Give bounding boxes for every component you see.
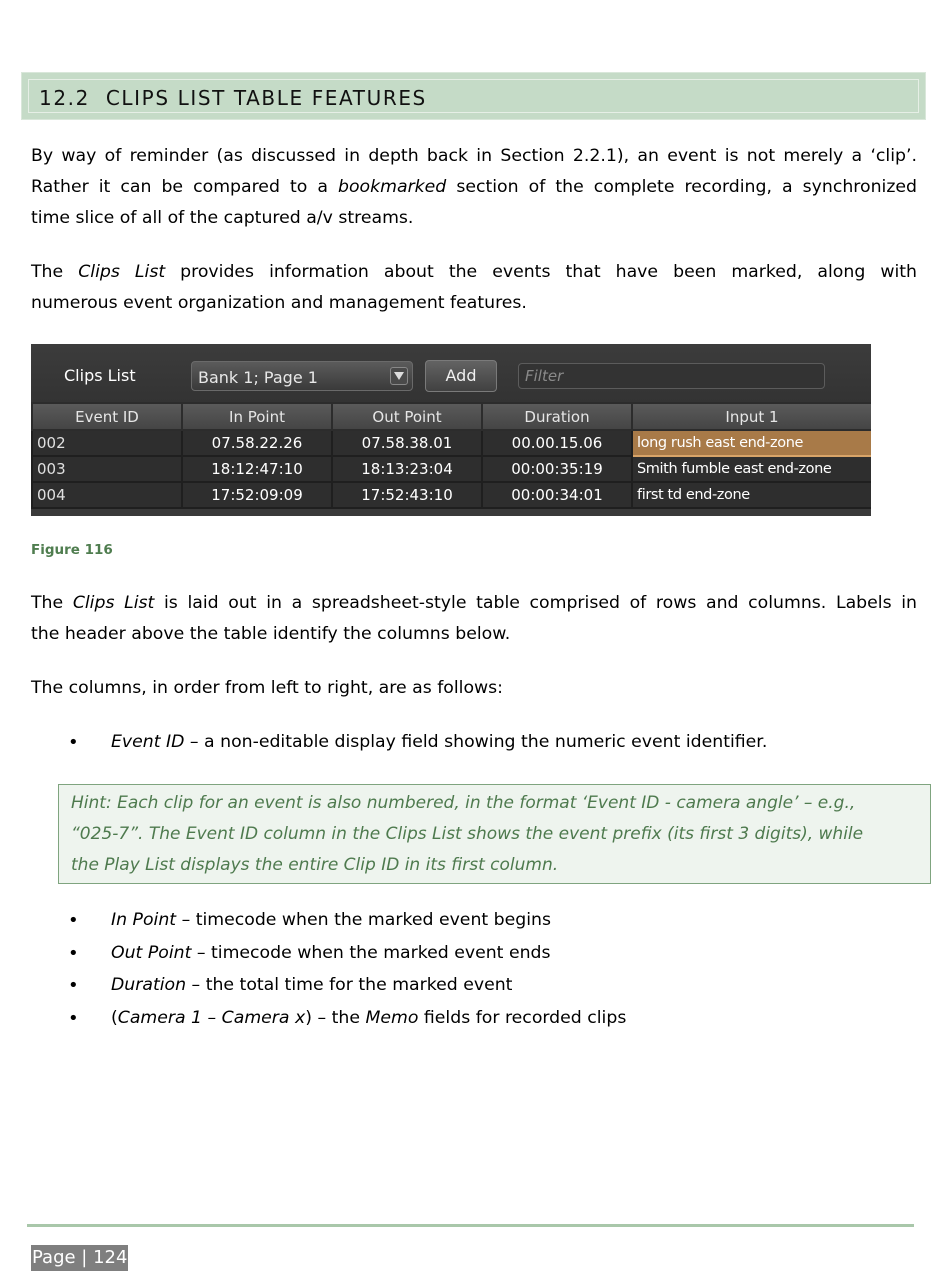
table-row[interactable] xyxy=(32,456,871,482)
figure-caption: Figure 116 xyxy=(31,542,113,558)
text-run: The xyxy=(31,262,79,282)
column-header-in-point[interactable]: In Point xyxy=(182,403,332,430)
bullet-icon: • xyxy=(68,910,79,931)
section-heading-band xyxy=(21,72,926,120)
table-row[interactable] xyxy=(32,482,871,508)
section-heading-inner xyxy=(28,79,919,113)
cell-event-id: 004 xyxy=(32,482,182,508)
paragraph-intro-line-3: time slice of all of the captured a/v streams. xyxy=(31,208,414,228)
text-run: Rather it can be compared to a xyxy=(31,177,339,197)
cell-out-point[interactable]: 17:52:43:10 xyxy=(332,482,482,508)
cell-memo[interactable]: first td end-zone xyxy=(632,482,871,508)
section-number: 12.2 xyxy=(39,86,90,110)
clips-list-toolbar xyxy=(31,344,871,402)
paragraph-clips-list-line-2: numerous event organization and management features. xyxy=(31,293,527,313)
cell-event-id: 003 xyxy=(32,456,182,482)
bank-page-value: Bank 1; Page 1 xyxy=(198,368,318,387)
column-header-event-id[interactable]: Event ID xyxy=(32,403,182,430)
page-number: Page | 124 xyxy=(31,1245,128,1271)
bullet-text xyxy=(111,943,551,963)
text-run: provides information about the events that have been marked, along with xyxy=(165,262,917,282)
text-run: section of the complete recording, a synchronized xyxy=(446,177,917,197)
bullet-icon: • xyxy=(68,975,79,996)
clips-table-header xyxy=(32,403,871,430)
bullet-icon: • xyxy=(68,1008,79,1029)
paragraph-layout-line-1 xyxy=(31,588,917,619)
bullet-desc: – the total time for the marked event xyxy=(186,975,513,995)
cell-in-point[interactable]: 07.58.22.26 xyxy=(182,430,332,456)
cell-event-id: 002 xyxy=(32,430,182,456)
chevron-down-icon xyxy=(390,367,408,385)
column-header-duration[interactable]: Duration xyxy=(482,403,632,430)
paragraph-layout-line-2: the header above the table identify the columns below. xyxy=(31,624,511,644)
bullet-term: In Point xyxy=(111,910,177,930)
hint-text xyxy=(71,788,921,881)
text-run: ( xyxy=(111,1008,118,1028)
emphasis-clips-list: Clips List xyxy=(72,593,155,613)
bullet-term: Out Point xyxy=(111,943,192,963)
text-run: is laid out in a spreadsheet-style table comprised of rows and columns. Labels in xyxy=(154,593,917,613)
cell-in-point[interactable]: 17:52:09:09 xyxy=(182,482,332,508)
paragraph-columns-intro-line: The columns, in order from left to right, are as follows: xyxy=(31,678,504,698)
cell-in-point[interactable]: 18:12:47:10 xyxy=(182,456,332,482)
paragraph-clips-list xyxy=(31,257,917,319)
bank-page-dropdown[interactable] xyxy=(191,361,413,391)
cell-duration[interactable]: 00:00:34:01 xyxy=(482,482,632,508)
bullet-desc: – a non-editable display field showing the numeric event identifier. xyxy=(184,732,768,752)
cell-out-point[interactable]: 07.58.38.01 xyxy=(332,430,482,456)
hint-line-1: Hint: Each clip for an event is also numbered, in the format ‘Event ID - camera angle’ – e.g., xyxy=(71,793,856,813)
emphasis-memo: Memo xyxy=(365,1008,419,1028)
cell-memo-selected[interactable]: long rush east end-zone xyxy=(632,430,871,456)
bullet-icon: • xyxy=(68,943,79,964)
section-title: CLIPS LIST TABLE FEATURES xyxy=(105,86,427,110)
text-run: ) – the xyxy=(305,1008,366,1028)
cell-duration[interactable]: 00.00.15.06 xyxy=(482,430,632,456)
hint-line-2: “025-7”. The Event ID column in the Clips List shows the event prefix (its first 3 digits), while xyxy=(71,824,864,844)
bullet-term: Camera 1 – Camera x xyxy=(117,1008,306,1028)
paragraph-intro xyxy=(31,141,917,234)
hint-line-3: the Play List displays the entire Clip ID in its first column. xyxy=(71,855,559,875)
section-heading xyxy=(39,86,427,110)
table-row[interactable] xyxy=(32,430,871,456)
clips-list-figure xyxy=(31,344,871,516)
column-header-input-1[interactable]: Input 1 xyxy=(632,403,871,430)
bullet-text xyxy=(111,910,551,930)
paragraph-clips-list-line-1 xyxy=(31,257,917,288)
emphasis-clips-list: Clips List xyxy=(78,262,166,282)
bullet-text xyxy=(111,975,512,995)
clips-table xyxy=(31,402,871,509)
filter-input[interactable]: Filter xyxy=(518,363,825,389)
bullet-icon: • xyxy=(68,732,79,753)
clips-list-title: Clips List xyxy=(64,366,136,385)
cell-memo[interactable]: Smith fumble east end-zone xyxy=(632,456,871,482)
text-run: The xyxy=(31,593,73,613)
hint-box xyxy=(58,784,931,884)
paragraph-layout xyxy=(31,588,917,650)
bullet-term: Duration xyxy=(111,975,187,995)
footer-divider xyxy=(27,1224,914,1227)
paragraph-intro-line-2 xyxy=(31,172,917,203)
bullet-desc: – timecode when the marked event begins xyxy=(176,910,551,930)
cell-out-point[interactable]: 18:13:23:04 xyxy=(332,456,482,482)
paragraph-intro-line-1: By way of reminder (as discussed in depth back in Section 2.2.1), an event is not merely a ‘clip’. xyxy=(31,146,917,166)
bullet-text xyxy=(111,732,767,752)
text-run: fields for recorded clips xyxy=(418,1008,627,1028)
bullet-desc: – timecode when the marked event ends xyxy=(191,943,551,963)
bullet-term: Event ID xyxy=(111,732,185,752)
emphasis-bookmarked: bookmarked xyxy=(338,177,447,197)
column-header-out-point[interactable]: Out Point xyxy=(332,403,482,430)
add-button[interactable]: Add xyxy=(425,360,497,392)
bullet-text xyxy=(111,1008,626,1028)
paragraph-columns-intro xyxy=(31,673,917,704)
cell-duration[interactable]: 00:00:35:19 xyxy=(482,456,632,482)
